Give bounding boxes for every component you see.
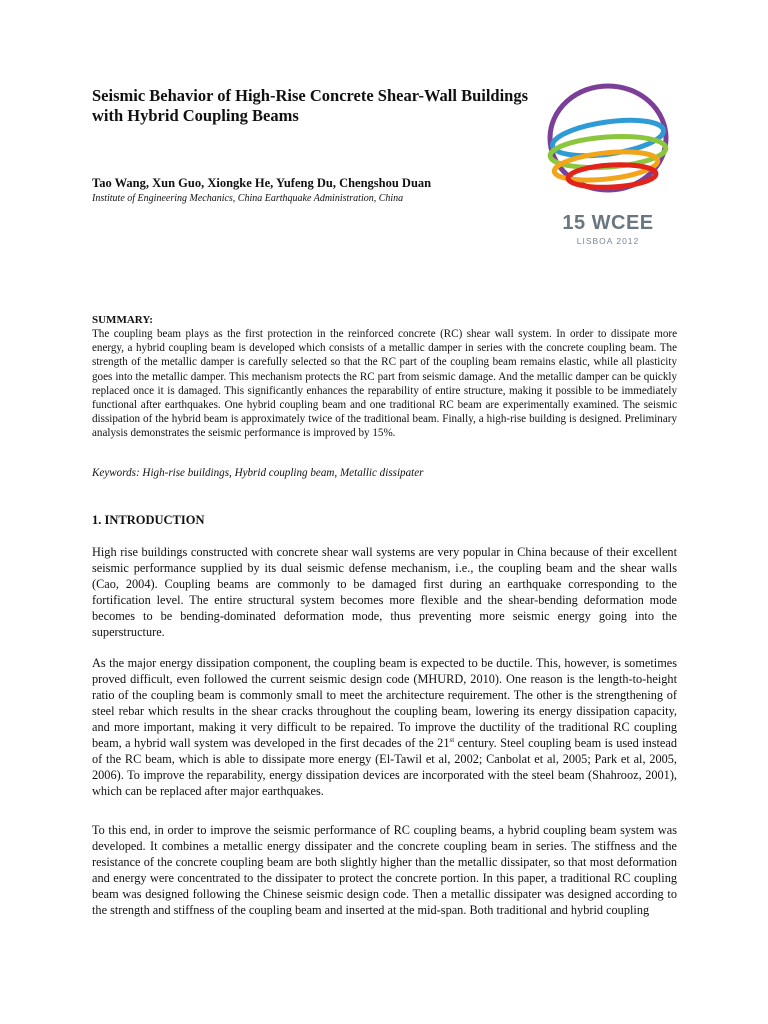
intro-paragraph-3: To this end, in order to improve the seismic performance of RC coupling beams, a hybrid coupling beam system was developed. It combines a metallic energy dissipater and the concrete coupling beam in series. The stiffness and the resistance of the concrete coupling beam are both slightly higher than the metallic dissipater, so that most deformation and energy were concentrated to the dissipater to protect the concrete portion. In this paper, a traditional RC coupling beam was designed following the Chinese seismic design code. Then a metallic dissipater was designed according to the strength and stiffness of the coupling beam and inserted at the mid-span. Both traditional and hybrid coupling bbox=[92, 823, 677, 917]
summary-heading: SUMMARY: bbox=[92, 314, 153, 326]
conference-logo-text: 15 WCEE bbox=[562, 212, 654, 234]
ordinal-superscript: st bbox=[449, 736, 455, 744]
conference-logo-subtext: LISBOA 2012 bbox=[576, 236, 640, 246]
intro-paragraph-2 bbox=[92, 655, 677, 799]
conference-logo bbox=[538, 72, 678, 252]
intro-paragraph-1: High rise buildings constructed with concrete shear wall systems are very popular in China because of their excellent seismic performance supplied by its dual seismic defense mechanism, i.e., the coupling beam and the shear walls (Cao, 2004). Coupling beams are commonly to be damaged first during an earthquake corresponding to the fortification level. The entire structural system becomes more flexible and the shear-bending deformation mode becomes to be bending-dominated deformation mode, thus preventing more seismic energy going into the superstructure. bbox=[92, 545, 677, 639]
summary-text: The coupling beam plays as the first protection in the reinforced concrete (RC) shear wall system. In order to dissipate more energy, a hybrid coupling beam is developed which consists of a metallic damper in series with the concrete coupling beam. The strength of the metallic damper is carefully selected so that the RC part of the coupling beam remains elastic, while all plasticity goes into the metallic damper. This mechanism protects the RC part from seismic damage. And the metallic damper can be quickly replaced once it is damaged. This significantly enhances the reparability of entire structure, making it possible to be immediately functional after earthquakes. One hybrid coupling beam and one traditional RC beam are experimentally examined. The seismic dissipation of the hybrid beam is approximately twice of the traditional beam. Finally, a high-rise building is designed. Preliminary analysis demonstrates the seismic performance is improved by 15%. bbox=[92, 328, 677, 440]
section-heading-introduction: 1. INTRODUCTION bbox=[92, 513, 205, 527]
keywords-line: Keywords: High-rise buildings, Hybrid coupling beam, Metallic dissipater bbox=[92, 467, 424, 479]
author-affiliation: Institute of Engineering Mechanics, China Earthquake Administration, China bbox=[92, 193, 404, 204]
intro-paragraph-2-part-b: century. Steel coupling beam is used instead of the RC beam, which is able to dissipate more energy (El-Tawil et al, 2002; Canbolat et al, 2005; Park et al, 2005, 2006). To improve the reparability, energy dissipation devices are incorporated with the steel beam (Shahrooz, 2001), which can be replaced after major earthquakes. bbox=[92, 736, 677, 798]
conference-logo-globe-icon bbox=[538, 72, 678, 212]
intro-paragraph-2-part-a: As the major energy dissipation component, the coupling beam is expected to be ductile. This, however, is sometimes proved difficult, even followed the current seismic design code (MHURD, 2010). One reason is the length-to-height ratio of the coupling beam is commonly small to meet the architecture requirement. The other is the strengthening of steel rebar which results in the shear cracks throughout the coupling beam, lowering its energy dissipation capacity, and more important, making it very difficult to be repaired. To improve the ductility of the traditional RC coupling beam, a hybrid wall system was developed in the first decades of the 21 bbox=[92, 656, 677, 750]
author-list: Tao Wang, Xun Guo, Xiongke He, Yufeng Du, Chengshou Duan bbox=[92, 176, 432, 190]
paper-title: Seismic Behavior of High-Rise Concrete Shear-Wall Buildings with Hybrid Coupling Beams bbox=[92, 86, 529, 125]
